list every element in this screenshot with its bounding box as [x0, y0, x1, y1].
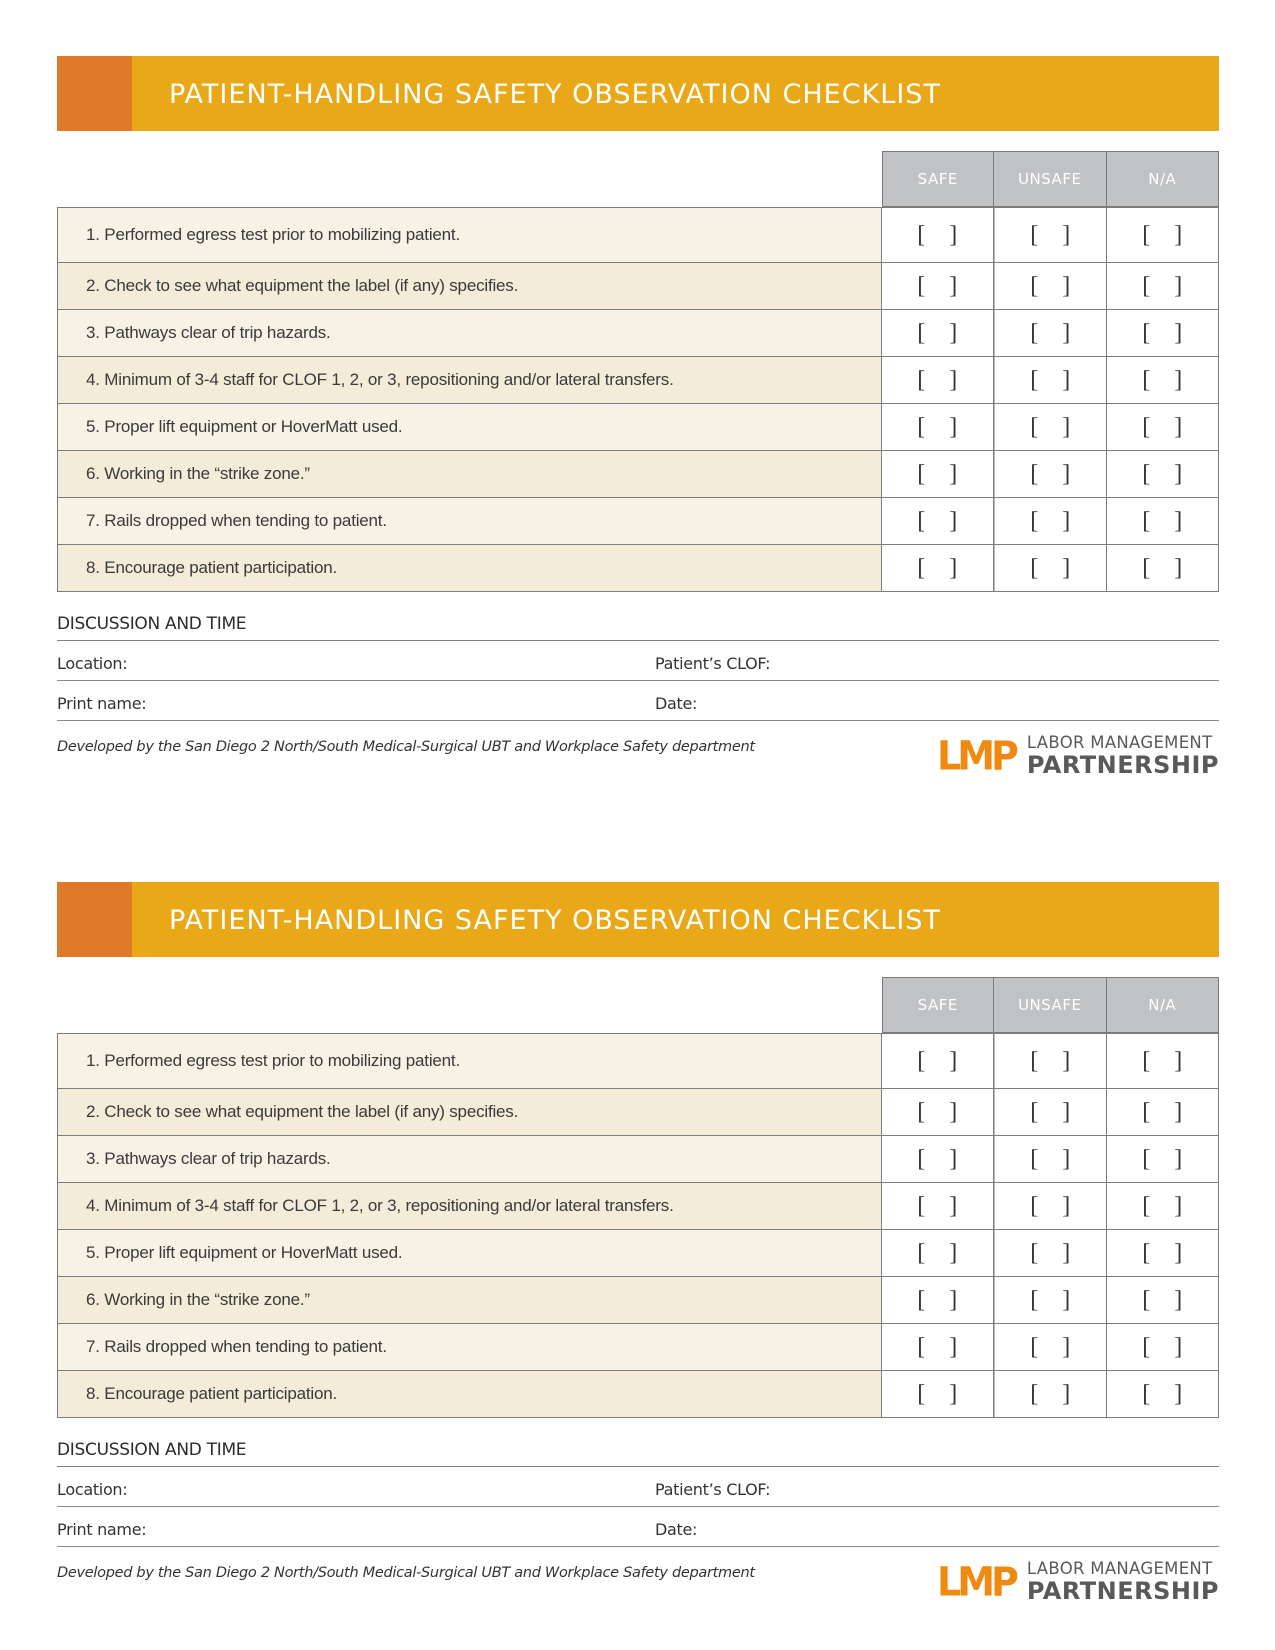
checklist-row	[57, 1089, 1219, 1136]
column-header-safe: SAFE	[882, 151, 995, 207]
checkbox-brackets	[1142, 556, 1182, 580]
bracket-close: ]	[1174, 508, 1183, 534]
checkbox-na[interactable]	[1107, 451, 1220, 497]
checkbox-na[interactable]	[1107, 1136, 1220, 1182]
column-header-na: N/A	[1107, 151, 1220, 207]
checkbox-na[interactable]	[1107, 310, 1220, 356]
form-footer	[57, 1547, 1219, 1609]
checklist-item-text: 8. Encourage patient participation.	[57, 1371, 882, 1417]
checklist-table	[57, 151, 1219, 592]
bracket-open: [	[917, 1193, 926, 1219]
checkbox-brackets	[1030, 1241, 1070, 1265]
checkbox-unsafe[interactable]	[994, 1230, 1107, 1276]
bracket-close: ]	[1174, 222, 1183, 248]
checkbox-unsafe[interactable]	[994, 208, 1107, 262]
bracket-open: [	[917, 320, 926, 346]
discussion-section	[57, 1440, 1219, 1547]
checkbox-brackets	[1030, 368, 1070, 392]
checkbox-brackets	[1142, 462, 1182, 486]
checkbox-safe[interactable]	[882, 1277, 995, 1323]
lmp-logo-mark-icon: LMP	[937, 732, 1015, 779]
checklist-item-text: 3. Pathways clear of trip hazards.	[57, 310, 882, 356]
checkbox-brackets	[1030, 1194, 1070, 1218]
clof-label: Patient’s CLOF:	[655, 1480, 771, 1499]
bracket-open: [	[917, 461, 926, 487]
bracket-open: [	[1030, 1287, 1039, 1313]
bracket-open: [	[1030, 414, 1039, 440]
checkbox-na[interactable]	[1107, 545, 1220, 591]
bracket-close: ]	[949, 1287, 958, 1313]
checklist-row	[57, 263, 1219, 310]
bracket-close: ]	[949, 1240, 958, 1266]
checkbox-na[interactable]	[1107, 1183, 1220, 1229]
checkbox-unsafe[interactable]	[994, 1034, 1107, 1088]
checkbox-brackets	[1142, 1288, 1182, 1312]
checkbox-brackets	[917, 368, 957, 392]
checklist-row	[57, 404, 1219, 451]
bracket-close: ]	[1174, 1193, 1183, 1219]
bracket-open: [	[1142, 461, 1151, 487]
bracket-close: ]	[1174, 1240, 1183, 1266]
checklist-row	[57, 1136, 1219, 1183]
bracket-close: ]	[1062, 273, 1071, 299]
checkbox-brackets	[1030, 556, 1070, 580]
checkbox-na[interactable]	[1107, 357, 1220, 403]
checkbox-brackets	[1142, 368, 1182, 392]
checkbox-brackets	[917, 274, 957, 298]
logo-line-1: LABOR MANAGEMENT	[1026, 1559, 1213, 1578]
checkbox-brackets	[1142, 1100, 1182, 1124]
clof-label: Patient’s CLOF:	[655, 654, 771, 673]
bracket-close: ]	[949, 555, 958, 581]
discussion-section	[57, 614, 1219, 721]
bracket-close: ]	[949, 1334, 958, 1360]
checklist-row	[57, 207, 1219, 263]
bracket-close: ]	[1174, 1287, 1183, 1313]
checkbox-unsafe[interactable]	[994, 404, 1107, 450]
bracket-close: ]	[949, 1381, 958, 1407]
checklist-item-text: 1. Performed egress test prior to mobilizing patient.	[57, 1034, 882, 1088]
bracket-close: ]	[949, 273, 958, 299]
name-date-row[interactable]	[57, 681, 1219, 721]
bracket-open: [	[1142, 414, 1151, 440]
bracket-close: ]	[1062, 555, 1071, 581]
bracket-open: [	[917, 367, 926, 393]
checkbox-brackets	[917, 1288, 957, 1312]
bracket-open: [	[1142, 320, 1151, 346]
bracket-close: ]	[949, 414, 958, 440]
checklist-row	[57, 310, 1219, 357]
bracket-close: ]	[949, 1146, 958, 1172]
credit-text: Developed by the San Diego 2 North/South Medical-Surgical UBT and Workplace Safety department	[57, 1565, 755, 1581]
checkbox-brackets	[1142, 1382, 1182, 1406]
bracket-open: [	[917, 1099, 926, 1125]
print-name-label: Print name:	[57, 694, 147, 713]
bracket-open: [	[917, 222, 926, 248]
checkbox-unsafe[interactable]	[994, 357, 1107, 403]
checklist-row	[57, 498, 1219, 545]
bracket-open: [	[1142, 1240, 1151, 1266]
checklist-item-text: 7. Rails dropped when tending to patient.	[57, 498, 882, 544]
bracket-open: [	[1142, 1193, 1151, 1219]
checklist-row	[57, 1371, 1219, 1418]
checklist-item-text: 2. Check to see what equipment the label (if any) specifies.	[57, 1089, 882, 1135]
checklist-row	[57, 1033, 1219, 1089]
bracket-open: [	[1030, 273, 1039, 299]
bracket-open: [	[917, 273, 926, 299]
checkbox-unsafe[interactable]	[994, 1371, 1107, 1417]
bracket-open: [	[1142, 1146, 1151, 1172]
bracket-close: ]	[1174, 461, 1183, 487]
checkbox-brackets	[917, 1100, 957, 1124]
checkbox-na[interactable]	[1107, 1324, 1220, 1370]
checkbox-brackets	[1142, 1049, 1182, 1073]
bracket-open: [	[917, 1334, 926, 1360]
bracket-close: ]	[1062, 320, 1071, 346]
bracket-close: ]	[1174, 1146, 1183, 1172]
name-date-row[interactable]	[57, 1507, 1219, 1547]
checklist-row	[57, 451, 1219, 498]
checkbox-na[interactable]	[1107, 263, 1220, 309]
bracket-open: [	[1142, 1334, 1151, 1360]
checkbox-brackets	[917, 1194, 957, 1218]
bracket-close: ]	[1062, 1240, 1071, 1266]
print-name-label: Print name:	[57, 1520, 147, 1539]
bracket-open: [	[1142, 273, 1151, 299]
checklist-item-text: 3. Pathways clear of trip hazards.	[57, 1136, 882, 1182]
checklist-item-text: 6. Working in the “strike zone.”	[57, 1277, 882, 1323]
checklist-row	[57, 1183, 1219, 1230]
bracket-close: ]	[949, 1048, 958, 1074]
checklist-item-text: 6. Working in the “strike zone.”	[57, 451, 882, 497]
checklist-item-text: 5. Proper lift equipment or HoverMatt used.	[57, 1230, 882, 1276]
checklist-item-text: 4. Minimum of 3-4 staff for CLOF 1, 2, or 3, repositioning and/or lateral transfers.	[57, 1183, 882, 1229]
checklist-row	[57, 545, 1219, 592]
checkbox-brackets	[1142, 1241, 1182, 1265]
bracket-open: [	[1030, 1048, 1039, 1074]
checkbox-brackets	[1030, 1100, 1070, 1124]
banner-accent-block	[57, 882, 132, 957]
bracket-open: [	[1142, 1381, 1151, 1407]
checklist-item-text: 8. Encourage patient participation.	[57, 545, 882, 591]
checkbox-brackets	[917, 462, 957, 486]
checklist-table	[57, 977, 1219, 1418]
checkbox-brackets	[1030, 509, 1070, 533]
checkbox-safe[interactable]	[882, 1183, 995, 1229]
checkbox-brackets	[1142, 223, 1182, 247]
bracket-close: ]	[1174, 1048, 1183, 1074]
checkbox-unsafe[interactable]	[994, 1136, 1107, 1182]
checkbox-brackets	[917, 223, 957, 247]
bracket-close: ]	[949, 461, 958, 487]
bracket-close: ]	[1062, 222, 1071, 248]
checkbox-brackets	[1142, 509, 1182, 533]
checkbox-brackets	[1030, 1288, 1070, 1312]
bracket-close: ]	[949, 508, 958, 534]
checkbox-brackets	[917, 556, 957, 580]
bracket-close: ]	[1062, 1099, 1071, 1125]
checkbox-brackets	[917, 1335, 957, 1359]
checkbox-unsafe[interactable]	[994, 545, 1107, 591]
checkbox-na[interactable]	[1107, 1277, 1220, 1323]
bracket-open: [	[1142, 555, 1151, 581]
bracket-open: [	[1030, 1240, 1039, 1266]
banner-accent-block	[57, 56, 132, 131]
bracket-open: [	[917, 1381, 926, 1407]
column-header-safe: SAFE	[882, 977, 995, 1033]
checkbox-brackets	[917, 1382, 957, 1406]
bracket-open: [	[917, 1240, 926, 1266]
bracket-close: ]	[1062, 1048, 1071, 1074]
date-label: Date:	[655, 694, 698, 713]
checkbox-safe[interactable]	[882, 1230, 995, 1276]
checklist-item-text: 4. Minimum of 3-4 staff for CLOF 1, 2, or 3, repositioning and/or lateral transfers.	[57, 357, 882, 403]
checkbox-safe[interactable]	[882, 1324, 995, 1370]
checkbox-safe[interactable]	[882, 451, 995, 497]
checkbox-na[interactable]	[1107, 498, 1220, 544]
column-header-unsafe: UNSAFE	[994, 151, 1107, 207]
title-banner	[57, 882, 1219, 957]
bracket-close: ]	[1062, 1334, 1071, 1360]
checkbox-unsafe[interactable]	[994, 1089, 1107, 1135]
checklist-form	[57, 882, 1219, 1609]
checkbox-na[interactable]	[1107, 208, 1220, 262]
checkbox-brackets	[1142, 1335, 1182, 1359]
checkbox-na[interactable]	[1107, 1034, 1220, 1088]
checkbox-brackets	[917, 321, 957, 345]
bracket-open: [	[1030, 1381, 1039, 1407]
bracket-open: [	[1142, 222, 1151, 248]
checkbox-safe[interactable]	[882, 545, 995, 591]
checkbox-unsafe[interactable]	[994, 263, 1107, 309]
bracket-close: ]	[1062, 1146, 1071, 1172]
bracket-close: ]	[1062, 1193, 1071, 1219]
checklist-item-text: 2. Check to see what equipment the label (if any) specifies.	[57, 263, 882, 309]
discussion-title: DISCUSSION AND TIME	[57, 1440, 1219, 1467]
checkbox-brackets	[1142, 1147, 1182, 1171]
bracket-open: [	[1030, 320, 1039, 346]
checkbox-unsafe[interactable]	[994, 1277, 1107, 1323]
table-header-row	[57, 977, 1219, 1033]
checkbox-brackets	[1030, 274, 1070, 298]
checkbox-na[interactable]	[1107, 404, 1220, 450]
checkbox-na[interactable]	[1107, 1371, 1220, 1417]
bracket-open: [	[1030, 222, 1039, 248]
bracket-open: [	[917, 555, 926, 581]
checkbox-brackets	[917, 1241, 957, 1265]
checklist-row	[57, 357, 1219, 404]
bracket-open: [	[1030, 1146, 1039, 1172]
checkbox-unsafe[interactable]	[994, 1324, 1107, 1370]
discussion-title: DISCUSSION AND TIME	[57, 614, 1219, 641]
bracket-close: ]	[1062, 414, 1071, 440]
table-header-row	[57, 151, 1219, 207]
bracket-close: ]	[1174, 367, 1183, 393]
checkbox-safe[interactable]	[882, 1034, 995, 1088]
checkbox-brackets	[1142, 1194, 1182, 1218]
bracket-close: ]	[1062, 367, 1071, 393]
checkbox-brackets	[1030, 1049, 1070, 1073]
checkbox-safe[interactable]	[882, 1089, 995, 1135]
bracket-open: [	[1142, 1048, 1151, 1074]
bracket-close: ]	[949, 320, 958, 346]
checkbox-brackets	[1030, 462, 1070, 486]
bracket-open: [	[1030, 1334, 1039, 1360]
bracket-close: ]	[1062, 1287, 1071, 1313]
bracket-open: [	[1030, 508, 1039, 534]
checkbox-na[interactable]	[1107, 1230, 1220, 1276]
checkbox-brackets	[1142, 321, 1182, 345]
form-title: PATIENT-HANDLING SAFETY OBSERVATION CHECKLIST	[169, 905, 941, 936]
location-clof-row[interactable]	[57, 1467, 1219, 1507]
checkbox-brackets	[1142, 415, 1182, 439]
date-label: Date:	[655, 1520, 698, 1539]
bracket-open: [	[1030, 461, 1039, 487]
checkbox-safe[interactable]	[882, 1136, 995, 1182]
checkbox-brackets	[1030, 415, 1070, 439]
checkbox-na[interactable]	[1107, 1089, 1220, 1135]
checkbox-safe[interactable]	[882, 357, 995, 403]
location-label: Location:	[57, 654, 128, 673]
bracket-open: [	[1030, 1193, 1039, 1219]
checkbox-safe[interactable]	[882, 404, 995, 450]
logo-line-2: PARTNERSHIP	[1026, 750, 1219, 779]
checkbox-unsafe[interactable]	[994, 310, 1107, 356]
checkbox-unsafe[interactable]	[994, 1183, 1107, 1229]
bracket-open: [	[1142, 508, 1151, 534]
bracket-close: ]	[1174, 1381, 1183, 1407]
bracket-open: [	[1142, 1099, 1151, 1125]
checklist-item-text: 7. Rails dropped when tending to patient.	[57, 1324, 882, 1370]
bracket-open: [	[1142, 367, 1151, 393]
checkbox-safe[interactable]	[882, 310, 995, 356]
bracket-close: ]	[1062, 508, 1071, 534]
bracket-open: [	[917, 1048, 926, 1074]
location-clof-row[interactable]	[57, 641, 1219, 681]
logo-line-2: PARTNERSHIP	[1026, 1576, 1219, 1605]
location-label: Location:	[57, 1480, 128, 1499]
bracket-close: ]	[1062, 461, 1071, 487]
bracket-open: [	[1030, 1099, 1039, 1125]
checkbox-brackets	[917, 509, 957, 533]
bracket-close: ]	[1062, 1381, 1071, 1407]
form-footer	[57, 721, 1219, 783]
bracket-open: [	[1030, 555, 1039, 581]
checkbox-brackets	[1142, 274, 1182, 298]
checklist-row	[57, 1277, 1219, 1324]
title-banner	[57, 56, 1219, 131]
checkbox-safe[interactable]	[882, 263, 995, 309]
checkbox-brackets	[1030, 223, 1070, 247]
checkbox-safe[interactable]	[882, 498, 995, 544]
checkbox-safe[interactable]	[882, 208, 995, 262]
checkbox-brackets	[917, 1147, 957, 1171]
bracket-close: ]	[1174, 273, 1183, 299]
checkbox-brackets	[917, 415, 957, 439]
bracket-close: ]	[1174, 555, 1183, 581]
checklist-item-text: 1. Performed egress test prior to mobilizing patient.	[57, 208, 882, 262]
checklist-row	[57, 1230, 1219, 1277]
bracket-open: [	[917, 1146, 926, 1172]
bracket-open: [	[917, 508, 926, 534]
logo-wordmark	[1027, 1561, 1219, 1603]
checkbox-unsafe[interactable]	[994, 498, 1107, 544]
bracket-close: ]	[1174, 320, 1183, 346]
lmp-logo-mark-icon: LMP	[937, 1558, 1015, 1605]
bracket-close: ]	[1174, 414, 1183, 440]
checklist-row	[57, 1324, 1219, 1371]
checklist-form	[57, 56, 1219, 783]
credit-text: Developed by the San Diego 2 North/South Medical-Surgical UBT and Workplace Safety department	[57, 739, 755, 755]
checklist-item-text: 5. Proper lift equipment or HoverMatt used.	[57, 404, 882, 450]
checkbox-unsafe[interactable]	[994, 451, 1107, 497]
bracket-close: ]	[949, 367, 958, 393]
bracket-close: ]	[949, 222, 958, 248]
lmp-logo	[937, 732, 1219, 779]
checkbox-brackets	[1030, 1335, 1070, 1359]
bracket-open: [	[917, 1287, 926, 1313]
checkbox-safe[interactable]	[882, 1371, 995, 1417]
logo-line-1: LABOR MANAGEMENT	[1026, 733, 1213, 752]
bracket-open: [	[1142, 1287, 1151, 1313]
checkbox-brackets	[917, 1049, 957, 1073]
column-header-na: N/A	[1107, 977, 1220, 1033]
bracket-open: [	[917, 414, 926, 440]
checkbox-brackets	[1030, 1382, 1070, 1406]
checkbox-brackets	[1030, 321, 1070, 345]
lmp-logo	[937, 1558, 1219, 1605]
form-title: PATIENT-HANDLING SAFETY OBSERVATION CHECKLIST	[169, 79, 941, 110]
bracket-close: ]	[949, 1099, 958, 1125]
column-header-unsafe: UNSAFE	[994, 977, 1107, 1033]
bracket-open: [	[1030, 367, 1039, 393]
checkbox-brackets	[1030, 1147, 1070, 1171]
logo-wordmark	[1027, 735, 1219, 777]
bracket-close: ]	[1174, 1099, 1183, 1125]
bracket-close: ]	[949, 1193, 958, 1219]
bracket-close: ]	[1174, 1334, 1183, 1360]
